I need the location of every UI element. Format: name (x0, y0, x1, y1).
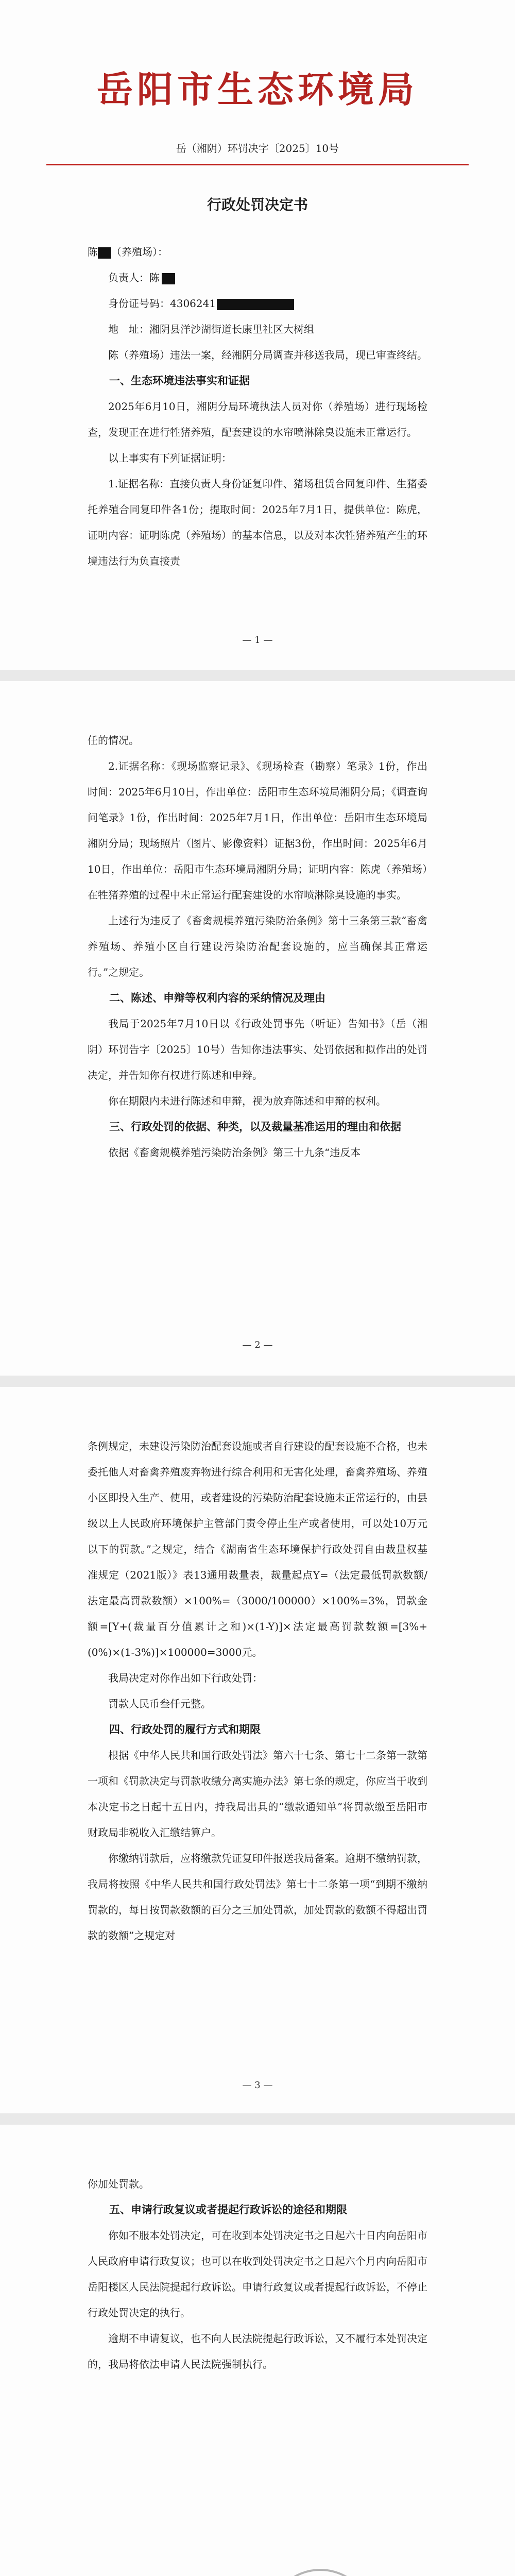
id-number-line: 身份证号码：4306241 (88, 291, 427, 316)
redaction-mark (98, 247, 111, 259)
section-heading-2: 二、陈述、申辩等权利内容的采纳情况及理由 (109, 992, 325, 1004)
paragraph: 1.证据名称：直接负责人身份证复印件、猪场租赁合同复印件、生猪委托养殖合同复印件各1份；提取时间：2025年7月1日，提供单位：陈虎，证明内容：证明陈虎（养殖场）的基本信息，以及对本次牲猪养殖产生的环境违法行为负直接责 (88, 478, 427, 567)
section-heading-1: 一、生态环境违法事实和证据 (109, 375, 250, 387)
page-4-body (88, 2171, 427, 2377)
red-rule (46, 164, 469, 165)
page-separator (0, 1376, 515, 1387)
section-heading-3: 三、行政处罚的依据、种类，以及裁量基准运用的理由和依据 (109, 1121, 401, 1133)
paragraph: 我局于2025年7月10日以《行政处罚事先（听证）告知书》（岳（湘阴）环罚告字〔2025〕10号）告知你违法事实、处罚依据和拟作出的处罚决定，并告知你有权进行陈述和申辩。 (88, 1018, 427, 1081)
page-1 (0, 0, 515, 670)
page-number: — 3 — (242, 2080, 273, 2091)
official-seal (268, 2569, 373, 2576)
paragraph: 以上事实有下列证据证明： (108, 452, 232, 464)
paragraph: 条例规定，未建设污染防治配套设施或者自行建设的配套设施不合格，也未委托他人对畜禽养殖废弃物进行综合利用和无害化处理，畜禽养殖场、养殖小区即投入生产、使用，或者建设的污染防治配套设施未正常运行的，由县级以上人民政府环境保护主管部门责令停止生产或者使用，可以处10万元以下的罚款。”之规定，结合《湖南省生态环境保护行政处罚自由裁量权基准规定（2021版）》表13通用裁量表，裁量起点Y=（法定最低罚款数额/法定最高罚款数额）×100%=（3000/100000）×100%=3%，罚款金额=[Y+(裁量百分值累计之和)×(1-Y)]×法定最高罚款数额=[3%+(0%)×(1-3%)]×100000=3000元。 (88, 1440, 427, 1658)
page-separator (0, 2113, 515, 2125)
page-4 (0, 2125, 515, 2576)
section-heading-4: 四、行政处罚的履行方式和期限 (109, 1723, 261, 1736)
page-2 (0, 681, 515, 1376)
paragraph: 2.证据名称：《现场监察记录》、《现场检查（勘察）笔录》1份，作出时间：2025年6月10日，作出单位：岳阳市生态环境局湘阴分局；《调查询问笔录》1份，作出时间：2025年7月1日，作出单位：岳阳市生态环境局湘阴分局；现场照片（图片、影像资料）证据3份，作出时间：2025年6月10日，作出单位：岳阳市生态环境局湘阴分局；证明内容：陈虎（养殖场）在牲猪养殖的过程中未正常运行配套建设的水帘喷淋除臭设施的事实。 (88, 760, 427, 901)
paragraph: 上述行为违反了《畜禽规模养殖污染防治条例》第十三条第三款“畜禽养殖场、养殖小区自行建设污染防治配套设施的，应当确保其正常运行。”之规定。 (88, 914, 427, 978)
page-separator (0, 670, 515, 681)
page-1-body (88, 239, 427, 574)
page-number: — 1 — (242, 635, 273, 646)
party-name-suffix: （养殖场）： (111, 246, 168, 258)
page-3 (0, 1387, 515, 2113)
paragraph: 根据《中华人民共和国行政处罚法》第六十七条、第七十二条第一款第一项和《罚款决定与罚款收缴分离实施办法》第七条的规定，你应当于收到本决定书之日起十五日内，持我局出具的“缴款通知单”将罚款缴至岳阳市财政局非税收入汇缴结算户。 (88, 1749, 427, 1839)
paragraph: 任的情况。 (88, 734, 139, 747)
redaction-mark (217, 299, 294, 310)
paragraph: 你缴纳罚款后，应将缴款凭证复印件报送我局备案。逾期不缴纳罚款，我局将按照《中华人民共和国行政处罚法》第七十二条第一项“到期不缴纳罚款的，每日按罚款数额的百分之三加处罚款，加处罚款的数额不得超出罚款的数额”之规定对 (88, 1852, 427, 1942)
address-line: 地 址：湘阴县洋沙湖街道长康里社区大树组 (108, 323, 314, 335)
party-name-prefix: 陈 (88, 246, 98, 258)
paragraph: 你在期限内未进行陈述和申辩，视为放弃陈述和申辩的权利。 (108, 1095, 386, 1107)
page-3-body (88, 1433, 427, 1948)
page-2-body (88, 727, 427, 1165)
agency-header: 岳阳市生态环境局 (97, 69, 418, 111)
section-heading-5: 五、申请行政复议或者提起行政诉讼的途径和期限 (109, 2204, 347, 2216)
redaction-mark (162, 273, 175, 284)
document-number: 岳（湘阴）环罚决字〔2025〕10号 (176, 142, 339, 155)
paragraph: 你加处罚款。 (88, 2178, 149, 2190)
paragraph: 依据《畜禽规模养殖污染防治条例》第三十九条“违反本 (108, 1146, 361, 1159)
representative-line: 负责人：陈 (88, 265, 427, 291)
page-number: — 2 — (242, 1340, 273, 1350)
paragraph: 你如不服本处罚决定，可在收到本处罚决定书之日起六十日内向岳阳市人民政府申请行政复议；也可以在收到处罚决定书之日起六个月内向岳阳市岳阳楼区人民法院提起行政诉讼。申请行政复议或者提起行政诉讼，不停止行政处罚决定的执行。 (88, 2229, 427, 2319)
paragraph: 我局决定对你作出如下行政处罚： (108, 1672, 263, 1684)
paragraph: 罚款人民币叁仟元整。 (108, 1698, 211, 1710)
party-name-line (88, 239, 427, 265)
document-title: 行政处罚决定书 (207, 196, 308, 213)
paragraph: 2025年6月10日，湘阴分局环境执法人员对你（养殖场）进行现场检查，发现正在进行牲猪养殖，配套建设的水帘喷淋除臭设施未正常运行。 (88, 400, 427, 438)
paragraph: 逾期不申请复议，也不向人民法院提起行政诉讼，又不履行本处罚决定的，我局将依法申请人民法院强制执行。 (88, 2332, 427, 2370)
case-intro: 陈（养殖场）违法一案，经湘阴分局调查并移送我局，现已审查终结。 (108, 349, 427, 361)
